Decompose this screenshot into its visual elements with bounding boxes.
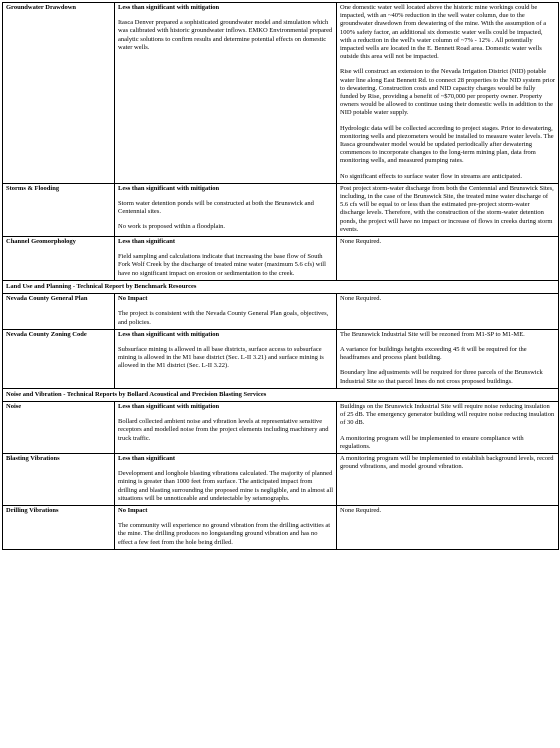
mitigation-paragraph: The community will experience no ground vibration from the drilling activities at the mine. The drilling produces no longstanding ground vibration and has no effect a few feet from the hole being drilled. (118, 522, 331, 546)
notes-paragraph: A monitoring program will be implemented to ensure compliance with regulations. (340, 434, 524, 450)
section-header-row (3, 280, 559, 293)
notes-cell (337, 329, 559, 388)
notes-cell (337, 183, 559, 236)
topic-cell: Channel Geomorphology (3, 237, 115, 281)
section-header-row (3, 388, 559, 401)
significance-cell (115, 237, 337, 281)
section-title: Land Use and Planning - Technical Report by Benchmark Resources (3, 280, 559, 293)
notes-paragraph: None Required. (340, 295, 382, 303)
table-row (3, 453, 559, 505)
significance-label: Less than significant with mitigation (118, 184, 220, 192)
notes-cell (337, 237, 559, 281)
notes-paragraph: None Required. (340, 506, 382, 514)
notes-paragraph: Post project storm-water discharge from both the Centennial and Brunswick Sites, including, in the case of the Brunswick Site, the treated mine water discharge of 5.6 cfs will be equal to or less than the estimated pre-project storm-water discharge levels. Therefore, with the construction of the storm-water detention ponds, the project will have no impact or increase of flows in creeks during storm events. (340, 184, 554, 233)
section-title: Noise and Vibration - Technical Reports by Bollard Acoustical and Precision Blasting Services (3, 388, 559, 401)
notes-paragraph: One domestic water well located above the historic mine workings could be impacted, with an ~40% reduction in the well water column, due to the groundwater drawdown from dewatering of the mine. With the assumption of a 100% safety factor, an additional six domestic water wells could be impacted, with a reduction in the well's water column of ~7% - 12% . All potentially impacted wells are located in the E. Bennett Road area. Domestic water wells outside this area will not be impacted. (340, 4, 547, 61)
table-row (3, 505, 559, 549)
significance-label: No Impact (118, 506, 148, 514)
notes-paragraph: Rise will construct an extension to the Nevada Irrigation District (NID) potable water line along East Bennett Rd. to connect 28 properties to the NID system prior to dewatering. Construction costs and NID capacity charges would be fully funded by Rise, providing a benefit of ~$70,000 per property owner. Property owners would be allowed to continue using their domestic wells in addition to the NID potable water supply. (340, 68, 555, 117)
notes-paragraph: A monitoring program will be implemented to establish background levels, record ground vibrations, and model ground vibration. (340, 454, 554, 471)
significance-cell (115, 505, 337, 549)
mitigation-paragraph: Itasca Denver prepared a sophisticated groundwater model and simulation which was calibrated with historic groundwater inflows. EMKO Environmental prepared analytic solutions to confirm results and determine potential effects on domestic water wells. (118, 19, 333, 51)
table-row (3, 401, 559, 453)
significance-cell (115, 183, 337, 236)
table-row (3, 329, 559, 388)
notes-paragraph: None Required. (340, 238, 382, 246)
mitigation-paragraph: Field sampling and calculations indicate that increasing the base flow of South Fork Wolf Creek by the discharge of treated mine water (maximum 5.6 cfs) will have no significant impact on erosion or sedimentation to the creek. (118, 253, 326, 277)
mitigation-paragraph: Subsurface mining is allowed in all base districts, surface access to subsurface mining is allowed in the M1 base district (Sec. L-II 3.21) and surface mining is allowed in the M1 district (Sec. L-II 3.22). (118, 345, 324, 370)
table-row (3, 3, 559, 184)
notes-cell (337, 3, 559, 184)
notes-paragraph: Boundary line adjustments will be required for three parcels of the Brunswick Industrial Site so that parcel lines do not cross proposed buildings. (340, 369, 543, 385)
significance-cell (115, 401, 337, 453)
notes-paragraph: A variance for buildings heights exceeding 45 ft will be required for the headframes and process plant building. (340, 345, 527, 362)
significance-label: Less than significant with mitigation (118, 330, 220, 338)
notes-cell (337, 453, 559, 505)
table-row (3, 237, 559, 281)
topic-cell: Nevada County Zoning Code (3, 329, 115, 388)
environmental-impact-table (2, 2, 559, 550)
significance-cell (115, 453, 337, 505)
mitigation-paragraph: Development and longhole blasting vibrations calculated. The majority of planned mining is greater than 1000 feet from surface. The anticipated impact from drilling and blasting surrounding the proposed mine is negligible, and in almost all situations will be unnoticeable and undetectable by seismographs. (118, 470, 334, 502)
notes-paragraph: The Brunswick Industrial Site will be rezoned from M1-SP to M1-ME. (340, 330, 525, 338)
significance-label: No Impact (118, 295, 148, 303)
notes-paragraph: No significant effects to surface water flow in streams are anticipated. (340, 172, 522, 180)
topic-cell: Noise (3, 401, 115, 453)
notes-paragraph: Buildings on the Brunswick Industrial Site will require noise reducing insulation of 25 dB. The emergency generator building will require noise reducing insulation of 30 dB. (340, 402, 555, 427)
notes-paragraph: Hydrologic data will be collected according to project stages. Prior to dewatering, monitoring wells and piezometers would be installed to measure water levels. The Itasca groundwater model would be updated periodically after dewatering commences to incorporate changes to the long-term mining plan, data from monitoring wells, and measured pumping rates. (340, 124, 554, 165)
notes-cell (337, 505, 559, 549)
table-row (3, 294, 559, 330)
notes-cell (337, 401, 559, 453)
topic-cell: Storms & Flooding (3, 183, 115, 236)
significance-cell (115, 3, 337, 184)
significance-label: Less than significant with mitigation (118, 4, 220, 11)
topic-cell: Blasting Vibrations (3, 453, 115, 505)
table-body (3, 3, 559, 550)
mitigation-paragraph: Storm water detention ponds will be constructed at both the Brunswick and Centennial sites. (118, 200, 314, 216)
significance-cell (115, 294, 337, 330)
notes-cell (337, 294, 559, 330)
topic-cell: Drilling Vibrations (3, 505, 115, 549)
mitigation-paragraph: No work is proposed within a floodplain. (118, 223, 226, 231)
significance-label: Less than significant (118, 238, 176, 246)
significance-label: Less than significant (118, 454, 176, 462)
table-row (3, 183, 559, 236)
topic-cell: Groundwater Drawdown (3, 3, 115, 184)
mitigation-paragraph: The project is consistent with the Nevada County General Plan goals, objectives, and policies. (118, 310, 329, 326)
significance-cell (115, 329, 337, 388)
significance-label: Less than significant with mitigation (118, 402, 220, 410)
topic-cell: Nevada County General Plan (3, 294, 115, 330)
mitigation-paragraph: Bollard collected ambient noise and vibration levels at representative sensitive receptors and modelled noise from the project elements including machinery and truck traffic. (118, 418, 329, 442)
